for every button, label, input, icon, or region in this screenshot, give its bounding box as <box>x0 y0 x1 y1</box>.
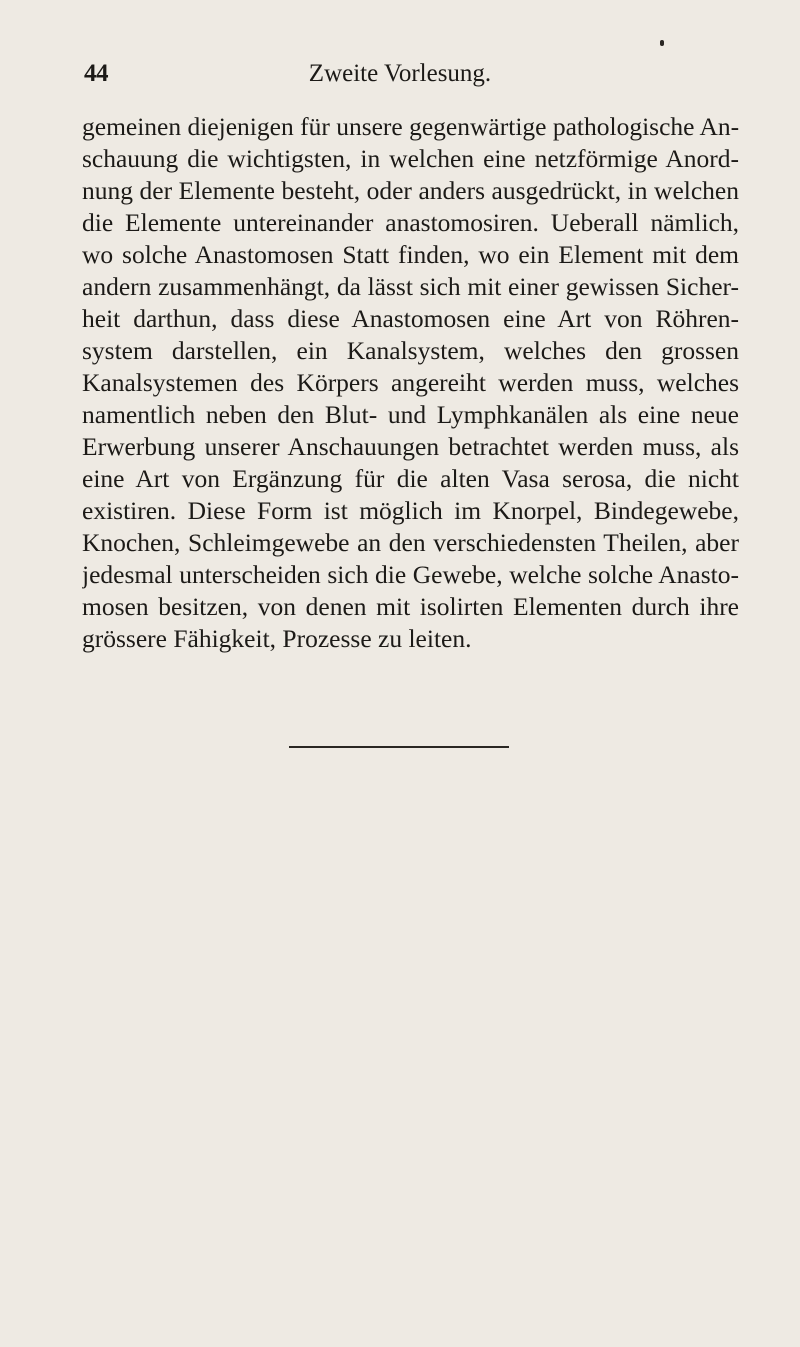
running-title: Zweite Vorlesung. <box>308 60 492 87</box>
text-line: Knochen, Schleimgewebe an den verschiedensten Theilen, aber <box>82 528 739 557</box>
text-line: die Elemente untereinander anastomosiren. Ueberall nämlich, <box>82 208 739 237</box>
text-line: gemeinen diejenigen für unsere gegenwärtige pathologische An- <box>82 112 739 141</box>
text-line: grössere Fähigkeit, Prozesse zu leiten. <box>82 624 472 653</box>
page-header <box>60 58 740 94</box>
text-line: schauung die wichtigsten, in welchen eine netzförmige Anord- <box>82 144 739 173</box>
section-divider <box>289 746 509 748</box>
text-line: Kanalsystemen des Körpers angereiht werden muss, welches <box>82 368 739 397</box>
page-number: 44 <box>84 60 108 87</box>
text-line: mosen besitzen, von denen mit isolirten Elementen durch ihre <box>82 592 739 621</box>
text-line: Erwerbung unserer Anschauungen betrachtet werden muss, als <box>82 432 739 461</box>
text-line: nung der Elemente besteht, oder anders ausgedrückt, in welchen <box>82 176 739 205</box>
text-line: system darstellen, ein Kanalsystem, welches den grossen <box>82 336 739 365</box>
text-line: jedesmal unterscheiden sich die Gewebe, welche solche Anasto- <box>82 560 739 589</box>
text-line: wo solche Anastomosen Statt finden, wo ein Element mit dem <box>82 240 739 269</box>
ink-speck <box>660 40 664 46</box>
text-line: heit darthun, dass diese Anastomosen eine Art von Röhren- <box>82 304 739 333</box>
text-line: andern zusammenhängt, da lässt sich mit einer gewissen Sicher- <box>82 272 739 301</box>
text-line: namentlich neben den Blut- und Lymphkanälen als eine neue <box>82 400 739 429</box>
text-line: existiren. Diese Form ist möglich im Knorpel, Bindegewebe, <box>82 496 739 525</box>
text-line: eine Art von Ergänzung für die alten Vasa serosa, die nicht <box>82 464 739 493</box>
